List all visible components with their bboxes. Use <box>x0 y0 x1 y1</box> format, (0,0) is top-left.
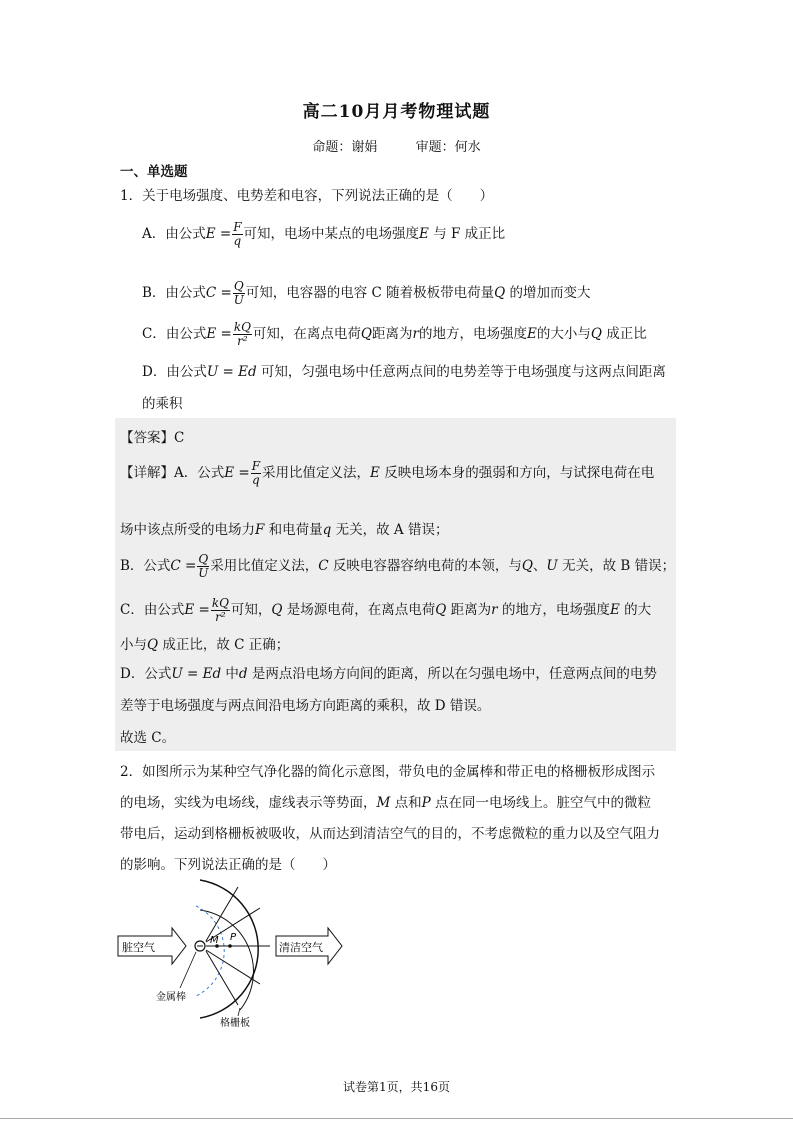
detail-line-8: 故选 C。 <box>120 730 176 746</box>
grid-plate-inner-arc <box>200 910 253 1010</box>
page-footer: 试卷第1页，共16页 <box>343 1080 450 1094</box>
q2-line-2: 的电场，实线为电场线，虚线表示等势面，M 点和P 点在同一电场线上。脏空气中的微粒 <box>120 795 652 811</box>
field-line <box>206 951 238 1005</box>
detail-line-3: B．公式C = $\frac{Q}{U}$ 采用比值定义法，C 反映电容器容纳电荷的本领，与Q、U 无关，故 B 错误； <box>120 552 676 580</box>
authors <box>0 136 793 155</box>
answer-label: 【答案】C <box>120 430 185 446</box>
q1-option-d[interactable]: D．由公式U = Ed 可知，匀强电场中任意两点间的电势差等于电场强度与这两点间距离 <box>142 364 666 380</box>
detail-line-6: D．公式U = Ed 中d 是两点沿电场方向间的距离，所以在匀强电场中，任意两点间的电势 <box>120 666 657 682</box>
air-purifier-diagram <box>110 870 350 1030</box>
field-line <box>206 950 260 984</box>
bottom-rule <box>0 1118 793 1119</box>
q1-option-b[interactable]: B．由公式C = $\frac{Q}{U}$ 可知，电容器的电容 C 随着极板带电荷量Q 的增加而变大 <box>142 279 591 307</box>
dirty-air-label: 脏空气 <box>122 941 155 954</box>
q1-option-c[interactable]: C．由公式E = $\frac{kQ}{\text{r²}}$ 可知，在离点电荷Q距离为r的地方，电场强度E的大小与Q 成正比 <box>142 320 647 348</box>
grid-label: 格栅板 <box>220 1018 250 1029</box>
m-label: M <box>210 935 219 946</box>
rod-pointer <box>180 952 196 988</box>
rod-label: 金属棒 <box>156 992 186 1003</box>
detail-line-5: 小与Q 成正比，故 C 正确； <box>120 637 290 653</box>
q2-line-3: 带电后，运动到格栅板被吸收，从而达到清洁空气的目的，不考虑微粒的重力以及空气阻力 <box>120 826 660 842</box>
grid-pointer <box>238 1008 240 1016</box>
section-heading: 一、单选题 <box>120 164 188 180</box>
detail-line-4: C．由公式E = $\frac{kQ}{\text{r²}}$ 可知，Q 是场源电荷，在离点电荷Q 距离为r 的地方，电场强度E 的大 <box>120 596 652 624</box>
point-p <box>228 944 232 948</box>
q1-stem: 1．关于电场强度、电势差和电容，下列说法正确的是（ ） <box>120 188 494 204</box>
clean-air-label: 清洁空气 <box>279 941 323 954</box>
page-title: 高二10月月考物理试题 <box>302 102 491 122</box>
proposer: 命题：谢娟 <box>312 140 378 155</box>
p-label: P <box>230 932 237 943</box>
detail-line-7: 差等于电场强度与两点间沿电场方向距离的乘积，故 D 错误。 <box>120 698 491 714</box>
detail-line-1: 【详解】A．公式E = $\frac{F}{q}$ 采用比值定义法，E 反映电场本身的强弱和方向，与试探电荷在电 <box>120 459 655 487</box>
q2-line-4: 的影响。下列说法正确的是（ ） <box>120 857 336 873</box>
q1-option-d-cont: 的乘积 <box>142 396 183 412</box>
reviewer: 审题：何水 <box>415 140 481 155</box>
q1-option-a[interactable]: A．由公式E = $\frac{F}{q}$ 可知，电场中某点的电场强度E 与 F 成正比 <box>142 220 506 248</box>
q2-line-1: 2．如图所示为某种空气净化器的简化示意图，带负电的金属棒和带正电的格栅板形成图示 <box>120 764 656 780</box>
detail-line-2: 场中该点所受的电场力F 和电荷量q 无关，故 A 错误； <box>120 522 449 538</box>
